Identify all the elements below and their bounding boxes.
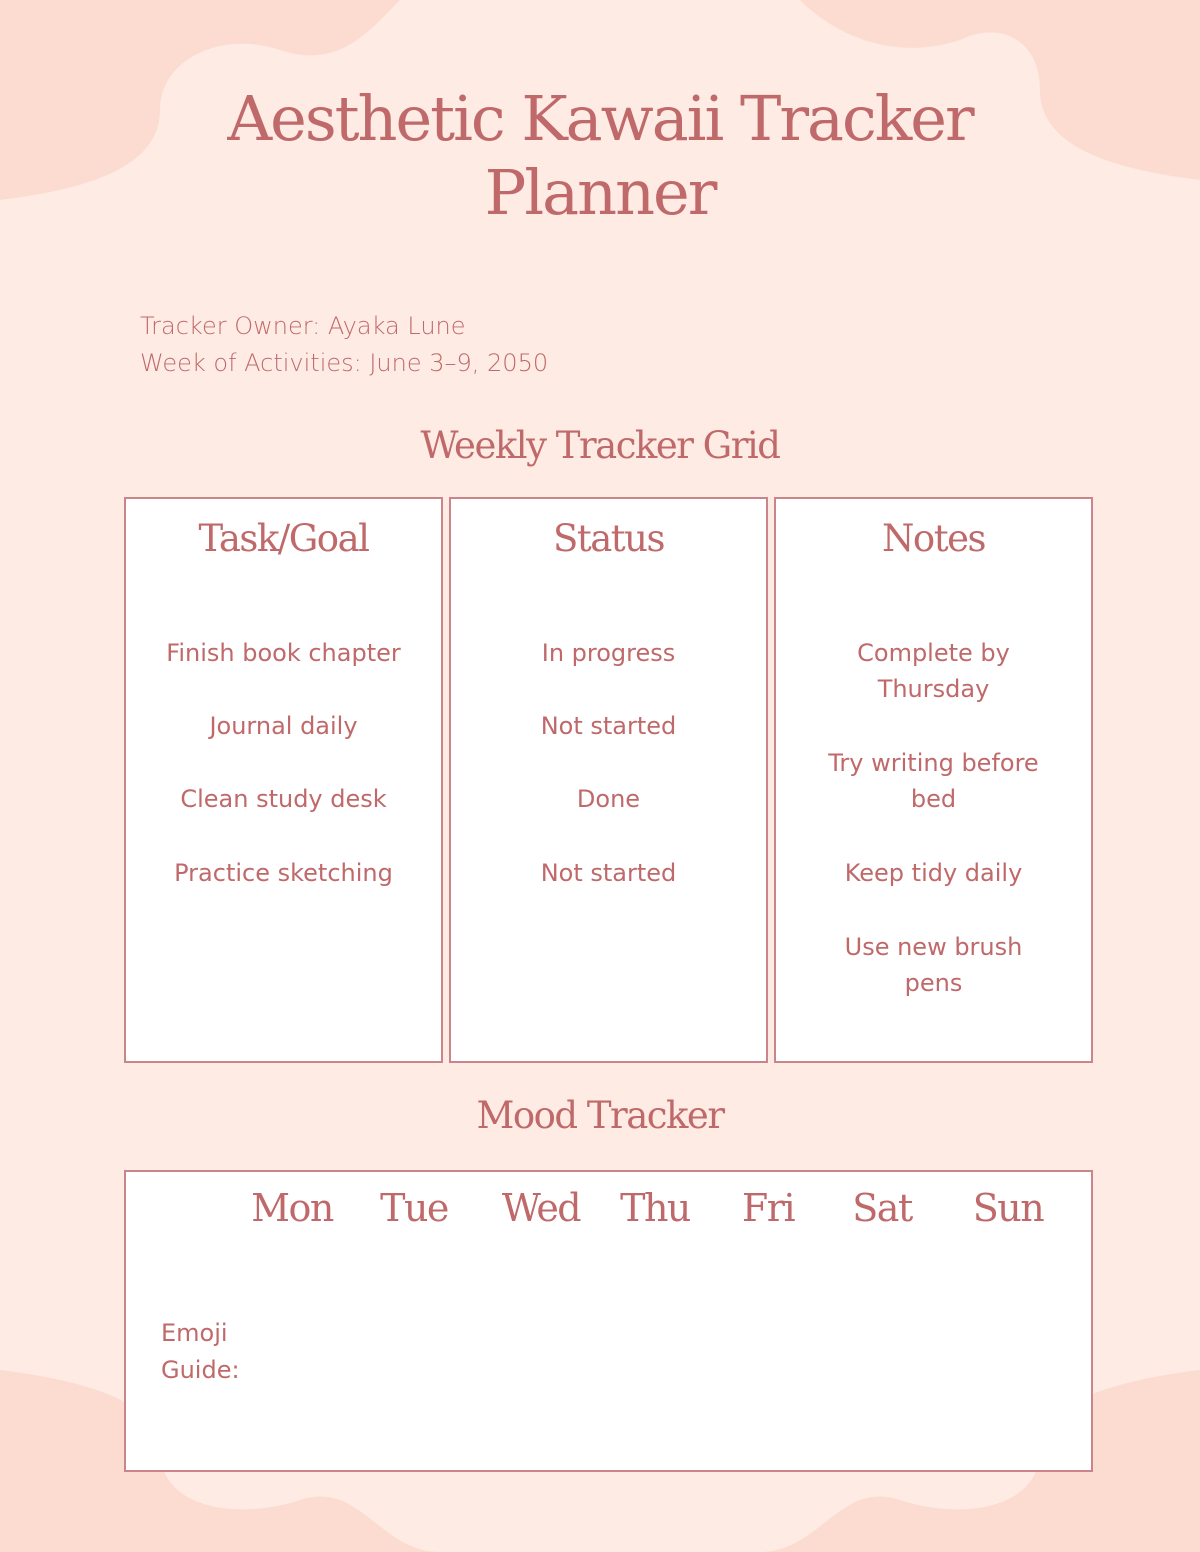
day-tue: Tue bbox=[380, 1186, 448, 1230]
day-sun: Sun bbox=[972, 1186, 1044, 1230]
title-line-1: Aesthetic Kawaii Tracker bbox=[227, 82, 973, 155]
status-column bbox=[449, 497, 768, 1063]
note-item: Try writing before bed bbox=[828, 749, 1039, 813]
tracker-owner: Tracker Owner: Ayaka Lune bbox=[140, 312, 466, 340]
status-item: Not started bbox=[540, 859, 677, 887]
notes-header: Notes bbox=[882, 517, 985, 560]
status-item: In progress bbox=[541, 639, 676, 667]
day-thu: Thu bbox=[620, 1186, 690, 1230]
emoji-guide-label: Emoji Guide: bbox=[161, 1319, 240, 1384]
task-item: Finish book chapter bbox=[166, 639, 401, 667]
status-item: Not started bbox=[540, 712, 677, 740]
status-header: Status bbox=[553, 517, 664, 560]
day-fri: Fri bbox=[741, 1186, 795, 1230]
task-item: Journal daily bbox=[209, 712, 358, 740]
task-goal-column bbox=[124, 497, 443, 1063]
week-of-activities: Week of Activities: June 3–9, 2050 bbox=[140, 349, 549, 377]
note-item: Keep tidy daily bbox=[844, 859, 1023, 887]
task-item: Clean study desk bbox=[180, 785, 387, 813]
page-title bbox=[150, 82, 1050, 230]
tracker-info bbox=[140, 308, 548, 382]
note-item: Complete by Thursday bbox=[857, 639, 1010, 703]
day-sat: Sat bbox=[852, 1186, 912, 1230]
mood-tracker-heading: Mood Tracker bbox=[476, 1094, 724, 1137]
notes-column bbox=[774, 497, 1093, 1063]
task-goal-header: Task/Goal bbox=[198, 517, 369, 560]
note-item: Use new brush pens bbox=[844, 933, 1023, 997]
day-wed: Wed bbox=[501, 1186, 581, 1230]
status-item: Done bbox=[576, 785, 641, 813]
mood-tracker-grid bbox=[124, 1170, 1093, 1472]
title-line-2: Planner bbox=[484, 156, 716, 229]
day-mon: Mon bbox=[251, 1186, 333, 1230]
weekly-tracker-heading: Weekly Tracker Grid bbox=[420, 424, 780, 467]
task-item: Practice sketching bbox=[174, 859, 393, 887]
